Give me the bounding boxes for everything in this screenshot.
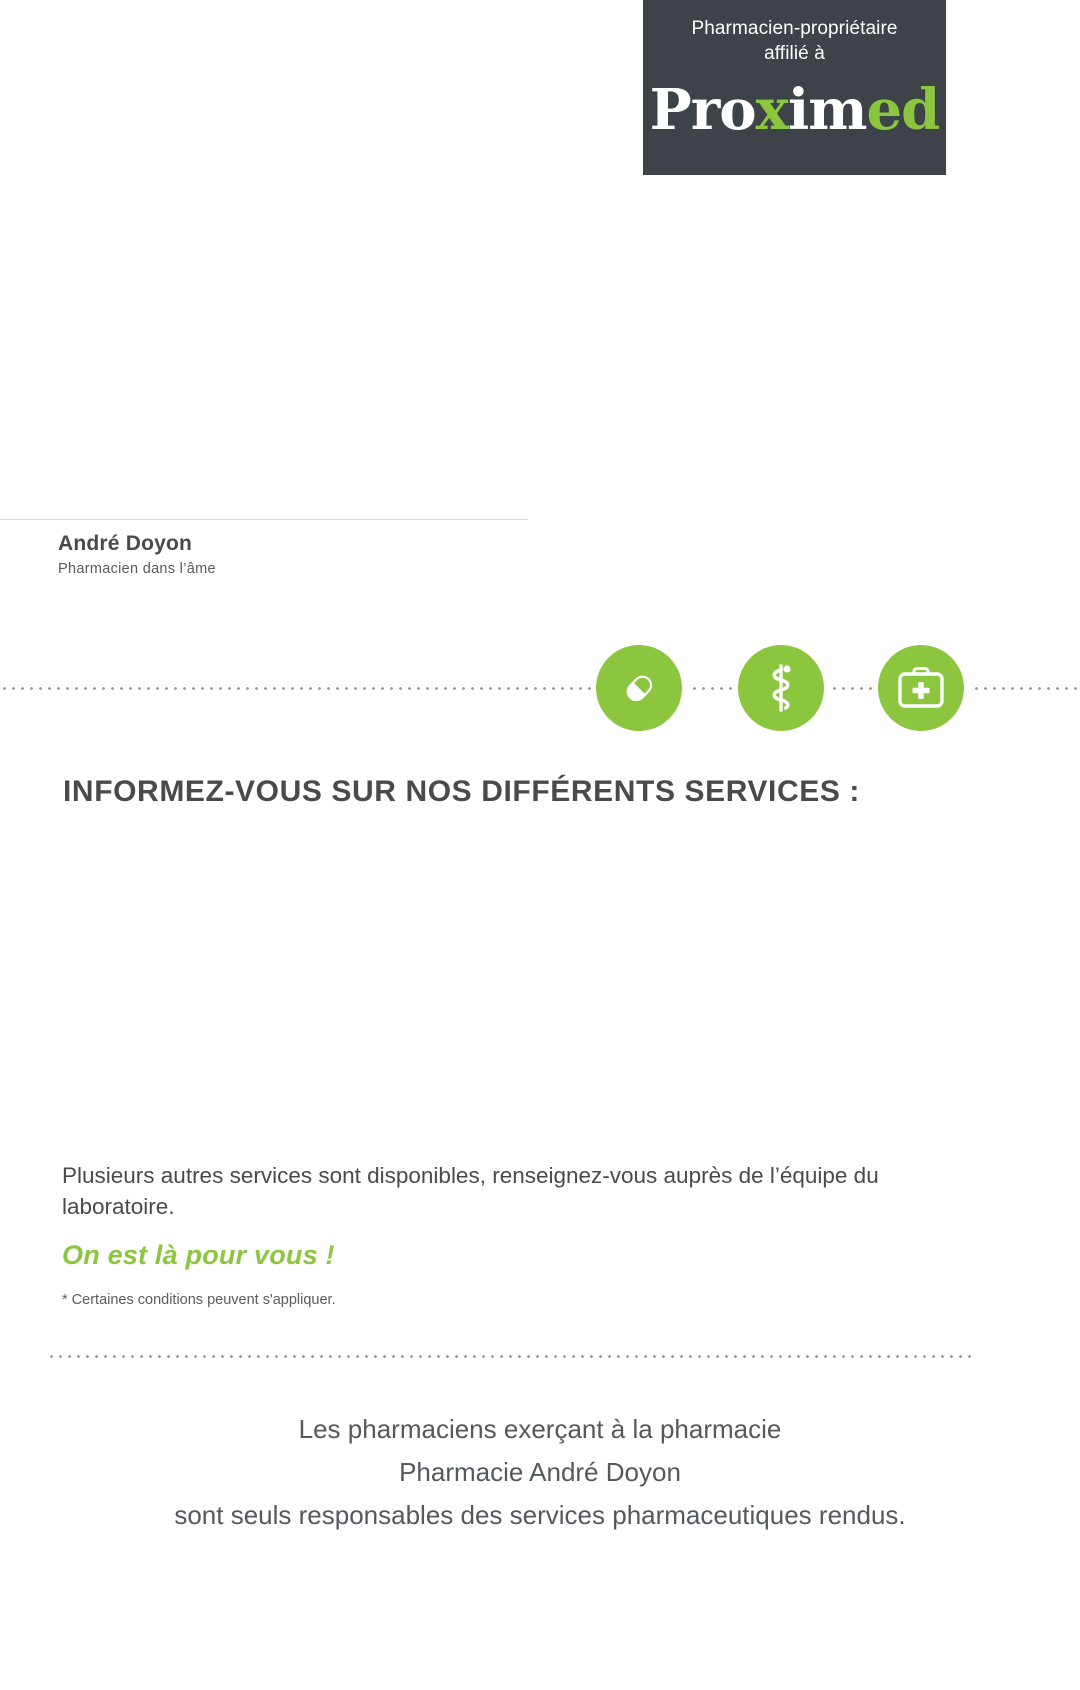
dotted-rule-right	[972, 687, 1080, 690]
caduceus-icon	[738, 645, 824, 731]
disclaimer-line-1: Les pharmaciens exerçant à la pharmacie	[298, 1414, 782, 1444]
badge-line-1: Pharmacien-propriétaire	[691, 18, 898, 39]
legal-disclaimer	[0, 1408, 1080, 1537]
slogan: On est là pour vous !	[62, 1240, 335, 1270]
logo-segment-im: im	[788, 77, 867, 143]
pharmacist-role: Pharmacien dans l’âme	[58, 561, 216, 577]
proximed-logo	[643, 77, 946, 143]
logo-segment-pro: Pro	[649, 77, 756, 143]
footnote: * Certaines conditions peuvent s'appliquer.	[62, 1292, 336, 1308]
logo-segment-x: x	[755, 77, 789, 143]
dotted-rule-mid-1	[690, 687, 734, 690]
signature-divider	[0, 519, 528, 520]
first-aid-kit-icon	[878, 645, 964, 731]
dotted-rule-mid-2	[830, 687, 876, 690]
dotted-divider-bottom	[47, 1355, 977, 1358]
disclaimer-line-2: Pharmacie André Doyon	[399, 1457, 681, 1487]
badge-line-2: affilié à	[764, 43, 825, 64]
body-paragraph: Plusieurs autres services sont disponibles, renseignez-vous auprès de l’équipe du laboratoire.	[62, 1163, 879, 1219]
proximed-badge	[643, 0, 946, 175]
capsule-pill-icon	[596, 645, 682, 731]
logo-segment-ed: ed	[866, 77, 940, 143]
page-title: INFORMEZ-VOUS SUR NOS DIFFÉRENTS SERVICES :	[63, 775, 860, 808]
disclaimer-line-3: sont seuls responsables des services pharmaceutiques rendus.	[174, 1500, 906, 1530]
dotted-rule-left	[0, 687, 592, 690]
services-icon-band	[0, 645, 1080, 730]
pharmacist-name: André Doyon	[58, 532, 193, 555]
